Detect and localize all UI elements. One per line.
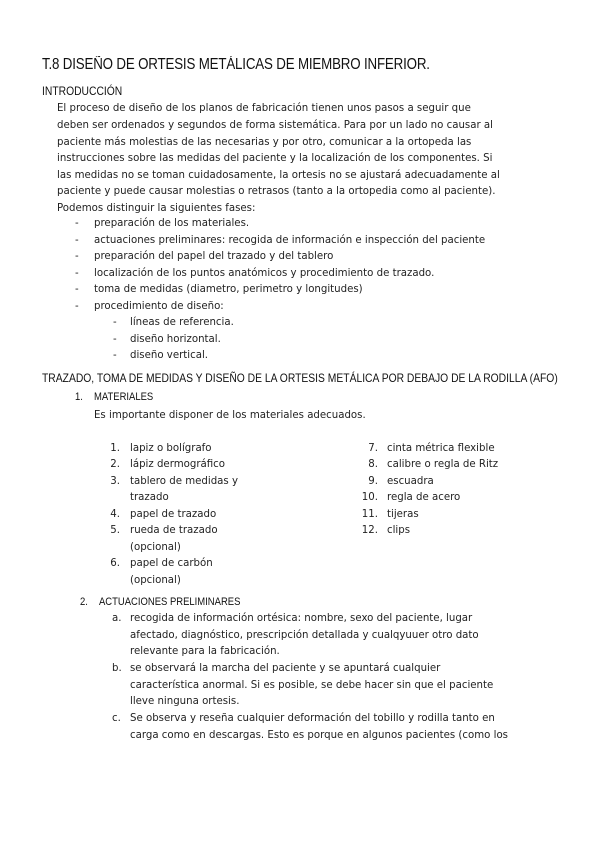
list-number: 11. [361, 509, 378, 520]
list-item-continuation: afectado, diagnóstico, prescripción detallada y cualqyuuer otro dato [130, 630, 479, 641]
bullet-dash: - [113, 317, 117, 328]
list-number: 9. [368, 476, 378, 487]
list-letter: b. [112, 663, 122, 674]
bullet-dash: - [75, 301, 79, 312]
intro-line: Podemos distinguir la siguientes fases: [57, 203, 256, 214]
list-item: se observará la marcha del paciente y se apuntará cualquier [130, 663, 441, 674]
list-item-continuation: lleve ninguna ortesis. [130, 696, 240, 707]
list-item: papel de carbón [130, 558, 213, 569]
list-number: 10. [361, 492, 378, 503]
list-item-continuation: carga como en descargas. Esto es porque en algunos pacientes (como los [130, 730, 508, 741]
list-item-continuation: característica anormal. Si es posible, se debe hacer sin que el paciente [130, 680, 494, 691]
list-number: 6. [110, 558, 120, 569]
list-number: 1. [110, 443, 120, 454]
page-title: T.8 DISEÑO DE ORTESIS METÁLICAS DE MIEMBRO INFERIOR. [42, 56, 430, 73]
list-item: clips [387, 525, 411, 536]
list-item: calibre o regla de Ritz [387, 459, 499, 470]
bullet-dash: - [75, 268, 79, 279]
list-letter: c. [112, 713, 121, 724]
list-item: toma de medidas (diametro, perimetro y longitudes) [94, 284, 363, 295]
list-item: regla de acero [387, 492, 461, 503]
list-number: 2. [110, 459, 120, 470]
list-item: Se observa y reseña cualquier deformación del tobillo y rodilla tanto en [130, 713, 495, 724]
list-number: 12. [361, 525, 378, 536]
preliminary-heading: ACTUACIONES PRELIMINARES [99, 596, 241, 608]
list-item: preparación del papel del trazado y del tablero [94, 251, 334, 262]
list-item: rueda de trazado [130, 525, 218, 536]
list-item-continuation: (opcional) [130, 542, 181, 553]
intro-line: paciente y puede causar molestias o retrasos (tanto a la ortopedia como al paciente). [57, 186, 496, 197]
materials-intro: Es importante disponer de los materiales adecuados. [94, 410, 366, 421]
bullet-dash: - [75, 251, 79, 262]
list-item: escuadra [387, 476, 434, 487]
list-item: localización de los puntos anatómicos y procedimiento de trazado. [94, 268, 435, 279]
list-item: diseño vertical. [130, 350, 209, 361]
list-item-continuation: relevante para la fabricación. [130, 646, 280, 657]
list-item: procedimiento de diseño: [94, 301, 224, 312]
materials-number: 1. [75, 391, 83, 403]
bullet-dash: - [75, 218, 79, 229]
bullet-dash: - [113, 350, 117, 361]
list-item: preparación de los materiales. [94, 218, 250, 229]
intro-line: paciente más molestias de las necesarias y por otro, comunicar a la ortopeda las [57, 137, 472, 148]
intro-line: El proceso de diseño de los planos de fabricación tienen unos pasos a seguir que [57, 103, 471, 114]
list-letter: a. [112, 613, 122, 624]
list-item: tablero de medidas y [130, 476, 238, 487]
list-number: 7. [368, 443, 378, 454]
intro-line: las medidas no se toman cuidadosamente, la ortesis no se ajustará adecuadamente al [57, 170, 500, 181]
bullet-dash: - [75, 235, 79, 246]
list-item: papel de trazado [130, 509, 217, 520]
list-item: líneas de referencia. [130, 317, 234, 328]
bullet-dash: - [113, 334, 117, 345]
list-item: lápiz dermográfico [130, 459, 226, 470]
bullet-dash: - [75, 284, 79, 295]
list-number: 3. [110, 476, 120, 487]
list-item-continuation: trazado [130, 492, 169, 503]
intro-line: deben ser ordenados y segundos de forma sistemática. Para por un lado no causar al [57, 120, 493, 131]
list-item: diseño horizontal. [130, 334, 221, 345]
list-item: lapiz o bolígrafo [130, 443, 212, 454]
list-item: tijeras [387, 509, 419, 520]
list-number: 8. [368, 459, 378, 470]
intro-line: instrucciones sobre las medidas del paciente y la localización de los componentes. Si [57, 153, 493, 164]
intro-heading: INTRODUCCIÓN [42, 84, 123, 98]
list-number: 5. [110, 525, 120, 536]
list-item-continuation: (opcional) [130, 575, 181, 586]
materials-heading: MATERIALES [94, 391, 154, 403]
preliminary-number: 2. [80, 596, 88, 608]
list-number: 4. [110, 509, 120, 520]
list-item: recogida de información ortésica: nombre, sexo del paciente, lugar [130, 613, 473, 624]
list-item: cinta métrica flexible [387, 443, 495, 454]
section-heading: TRAZADO, TOMA DE MEDIDAS Y DISEÑO DE LA ORTESIS METÁLICA POR DEBAJO DE LA RODILLA (AFO) [42, 371, 558, 385]
list-item: actuaciones preliminares: recogida de información e inspección del paciente [94, 235, 486, 246]
